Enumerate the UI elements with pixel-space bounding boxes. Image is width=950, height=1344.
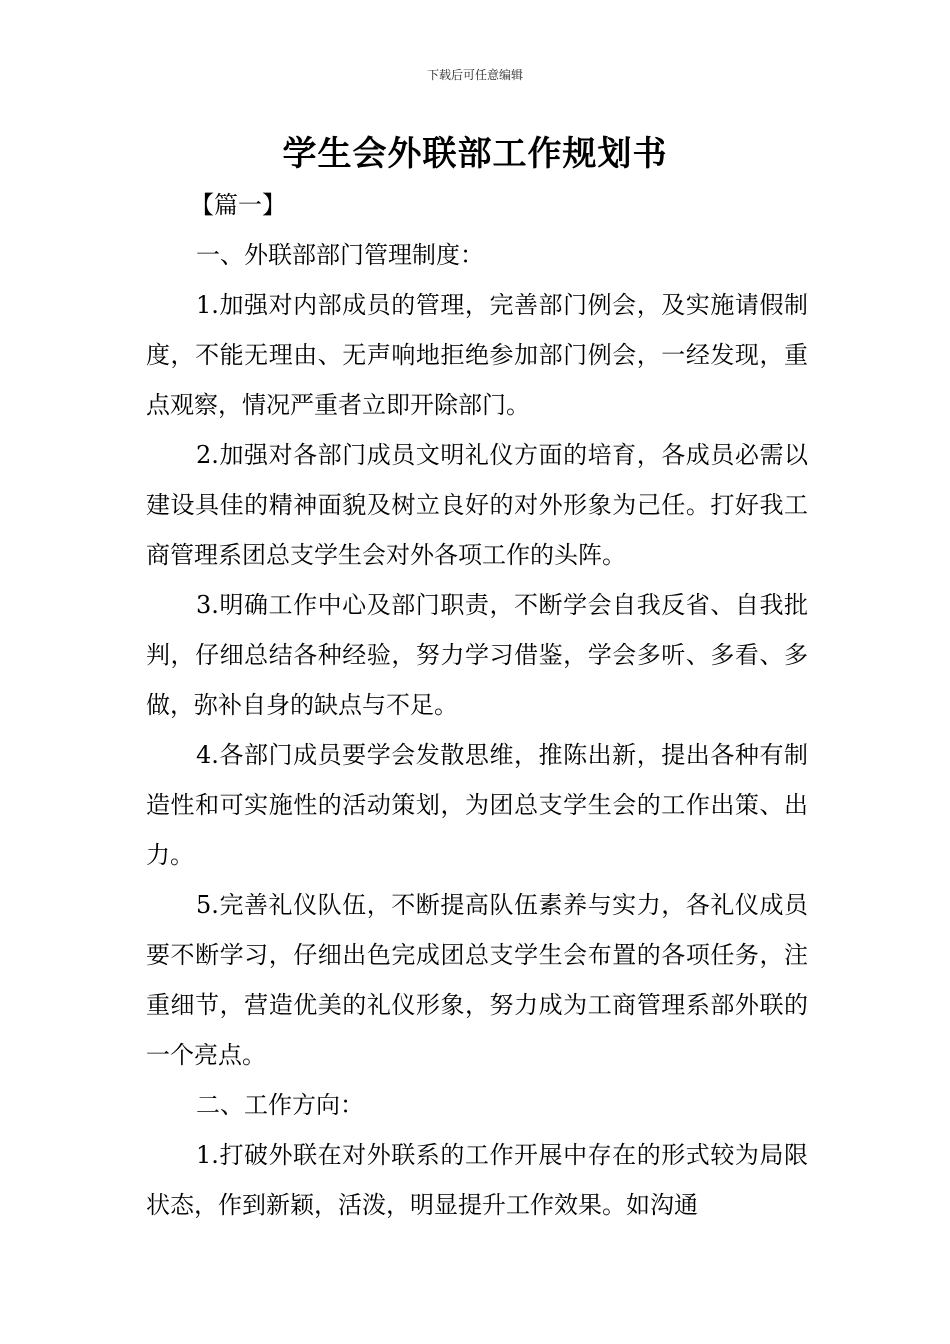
paragraph: 3.明确工作中心及部门职责，不断学会自我反省、自我批判，仔细总结各种经验，努力学习借鉴，学会多听、多看、多做，弥补自身的缺点与不足。 [146,591,808,719]
paragraph: 1.打破外联在对外联系的工作开展中存在的形式较为局限状态，作到新颖，活泼，明显提升工作效果。如沟通 [146,1141,808,1219]
paragraph: 5.完善礼仪队伍，不断提高队伍素养与实力，各礼仪成员要不断学习，仔细出色完成团总支学生会布置的各项任务，注重细节，营造优美的礼仪形象，努力成为工商管理系部外联的一个亮点。 [146,891,808,1069]
section-label: 【篇一】 [190,191,286,219]
document-body [146,180,808,1230]
paragraph: 2.加强对各部门成员文明礼仪方面的培育，各成员必需以建设具佳的精神面貌及树立良好的对外形象为己任。打好我工商管理系团总支学生会对外各项工作的头阵。 [146,441,808,569]
document-title: 学生会外联部工作规划书 [282,134,668,174]
paragraph: 4.各部门成员要学会发散思维，推陈出新，提出各种有制造性和可实施性的活动策划，为团总支学生会的工作出策、出力。 [146,741,808,869]
paragraph: 一、外联部部门管理制度： [196,241,484,269]
header-note: 下载后可任意编辑 [426,68,523,82]
paragraph: 二、工作方向： [196,1091,364,1119]
paragraph: 1.加强对内部成员的管理，完善部门例会，及实施请假制度，不能无理由、无声响地拒绝参加部门例会，一经发现，重点观察，情况严重者立即开除部门。 [146,291,808,419]
